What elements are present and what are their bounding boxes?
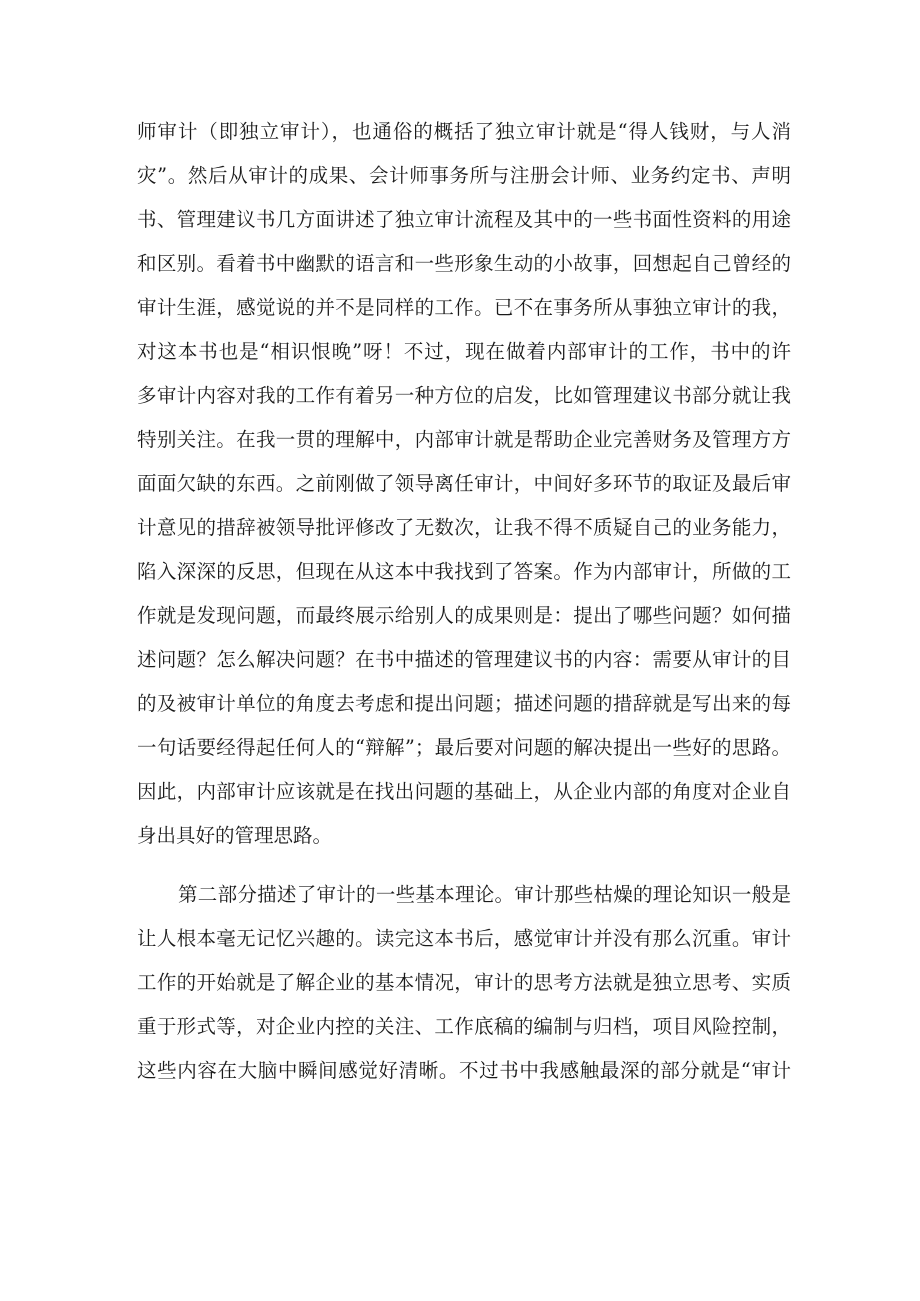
text-line: 书、管理建议书几方面讲述了独立审计流程及其中的一些书面性资料的用途 <box>137 208 791 231</box>
text-line: 第二部分描述了审计的一些基本理论。审计那些枯燥的理论知识一般是 <box>178 883 791 906</box>
text-line: 工作的开始就是了解企业的基本情况，审计的思考方法就是独立思考、实质 <box>137 971 791 994</box>
text-line: 灾”。然后从审计的成果、会计师事务所与注册会计师、业务约定书、声明 <box>137 164 791 187</box>
text-line: 重于形式等，对企业内控的关注、工作底稿的编制与归档，项目风险控制， <box>137 1015 791 1038</box>
text-line: 述问题？怎么解决问题？在书中描述的管理建议书的内容：需要从审计的目 <box>137 648 791 671</box>
text-line: 审计生涯，感觉说的并不是同样的工作。已不在事务所从事独立审计的我， <box>137 296 791 319</box>
paragraph-spacer <box>137 858 791 873</box>
text-line: 和区别。看着书中幽默的语言和一些形象生动的小故事，回想起自己曾经的 <box>137 252 791 275</box>
text-line: 让人根本毫无记忆兴趣的。读完这本书后，感觉审计并没有那么沉重。审计 <box>137 927 791 950</box>
text-line: 面面欠缺的东西。之前刚做了领导离任审计，中间好多环节的取证及最后审 <box>137 472 791 495</box>
text-line: 这些内容在大脑中瞬间感觉好清晰。不过书中我感触最深的部分就是“审计 <box>137 1059 791 1082</box>
document-body <box>137 110 791 1093</box>
text-line: 一句话要经得起任何人的“辩解”；最后要对问题的解决提出一些好的思路。 <box>137 736 791 759</box>
text-line: 因此，内部审计应该就是在找出问题的基础上，从企业内部的角度对企业自 <box>137 780 791 803</box>
text-line: 特别关注。在我一贯的理解中，内部审计就是帮助企业完善财务及管理方方 <box>137 428 791 451</box>
text-line: 身出具好的管理思路。 <box>137 824 333 847</box>
text-line: 对这本书也是“相识恨晚”呀！不过，现在做着内部审计的工作，书中的许 <box>137 340 791 363</box>
text-line: 作就是发现问题，而最终展示给别人的成果则是：提出了哪些问题？如何描 <box>137 604 791 627</box>
paragraph-2 <box>137 873 791 1093</box>
text-line: 多审计内容对我的工作有着另一种方位的启发，比如管理建议书部分就让我 <box>137 384 791 407</box>
paragraph-1 <box>137 110 791 858</box>
text-line: 师审计（即独立审计），也通俗的概括了独立审计就是“得人钱财，与人消 <box>137 120 791 143</box>
text-line: 计意见的措辞被领导批评修改了无数次，让我不得不质疑自己的业务能力， <box>137 516 791 539</box>
text-line: 的及被审计单位的角度去考虑和提出问题；描述问题的措辞就是写出来的每 <box>137 692 791 715</box>
text-line: 陷入深深的反思，但现在从这本中我找到了答案。作为内部审计，所做的工 <box>137 560 791 583</box>
